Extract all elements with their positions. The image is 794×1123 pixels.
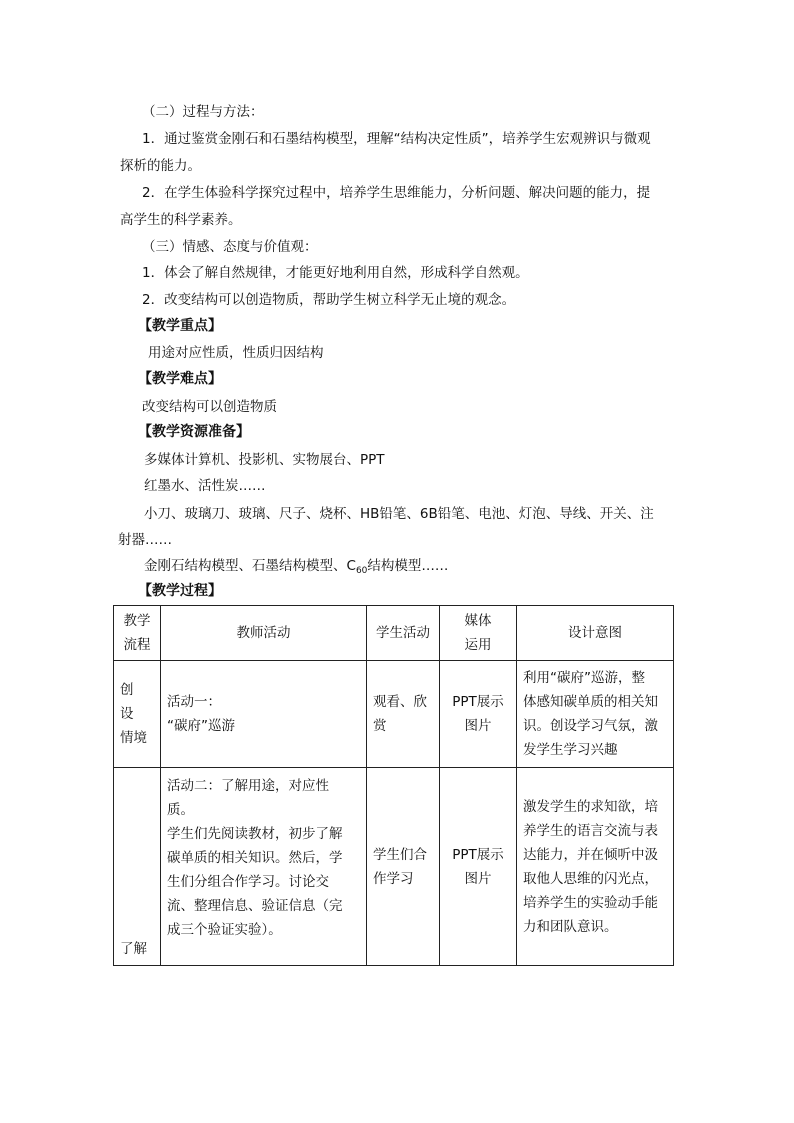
row1-teacher: 活动一： “碳府”巡游	[161, 661, 367, 768]
header-media: 媒体 运用	[440, 606, 517, 661]
row1-media: PPT展示 图片	[440, 661, 517, 768]
row1-flow: 创设 情境	[114, 661, 161, 768]
row2-teacher: 活动二：了解用途，对应性 质。 学生们先阅读教材，初步了解 碳单质的相关知识。然后，学 生们分组合作学习。讨论交 流、整理信息、验证信息（完 成三个验证实验）。	[161, 768, 367, 966]
row2-media: PPT展示 图片	[440, 768, 517, 966]
resource-item-4-post: 结构模型……	[367, 558, 449, 574]
process-method-item-2-line1: 2．在学生体验科学探究过程中，培养学生思维能力，分析问题、解决问题的能力，提	[142, 185, 651, 201]
teaching-process-table	[113, 605, 674, 966]
emotion-item-1: 1．体会了解自然规律，才能更好地利用自然，形成科学自然观。	[142, 265, 529, 281]
resource-item-2: 红墨水、活性炭……	[144, 478, 266, 494]
key-point-heading: 【教学重点】	[138, 318, 222, 334]
table-row	[114, 768, 674, 966]
process-heading: 【教学过程】	[138, 583, 222, 599]
table-header-row	[114, 606, 674, 661]
header-flow: 教学 流程	[114, 606, 161, 661]
resource-item-1: 多媒体计算机、投影机、实物展台、PPT	[144, 452, 385, 468]
resource-item-3-line2: 射器……	[118, 532, 172, 548]
header-student: 学生活动	[367, 606, 440, 661]
row2-flow: 了解	[114, 768, 161, 966]
row1-intent: 利用“碳府”巡游，整 体感知碳单质的相关知 识。创设学习气氛，激 发学生学习兴趣	[517, 661, 674, 768]
row1-student: 观看、欣 赏	[367, 661, 440, 768]
table-row	[114, 661, 674, 768]
emotion-item-2: 2．改变结构可以创造物质，帮助学生树立科学无止境的观念。	[142, 292, 516, 308]
process-method-heading: （二）过程与方法：	[142, 104, 264, 120]
header-teacher: 教师活动	[161, 606, 367, 661]
process-method-item-1-line1: 1．通过鉴赏金刚石和石墨结构模型，理解“结构决定性质”，培养学生宏观辨识与微观	[142, 131, 651, 147]
row2-student: 学生们合 作学习	[367, 768, 440, 966]
row2-intent: 激发学生的求知欲，培 养学生的语言交流与表 达能力，并在倾听中汲 取他人思维的闪光点， 培养学生的实验动手能 力和团队意识。	[517, 768, 674, 966]
header-intent: 设计意图	[517, 606, 674, 661]
key-point-text: 用途对应性质，性质归因结构	[148, 345, 324, 361]
difficulty-heading: 【教学难点】	[138, 371, 222, 387]
difficulty-text: 改变结构可以创造物质	[142, 399, 277, 415]
c60-subscript: 60	[355, 566, 368, 576]
resource-item-4-pre: 金刚石结构模型、石墨结构模型、C	[144, 558, 356, 574]
emotion-heading: （三）情感、态度与价值观：	[142, 239, 318, 255]
resources-heading: 【教学资源准备】	[138, 424, 250, 440]
process-method-item-1-line2: 探析的能力。	[120, 158, 201, 174]
process-method-item-2-line2: 高学生的科学素养。	[120, 212, 242, 228]
resource-item-3-line1: 小刀、玻璃刀、玻璃、尺子、烧杯、HB铅笔、6B铅笔、电池、灯泡、导线、开关、注	[144, 506, 654, 522]
resource-item-4	[144, 557, 448, 577]
